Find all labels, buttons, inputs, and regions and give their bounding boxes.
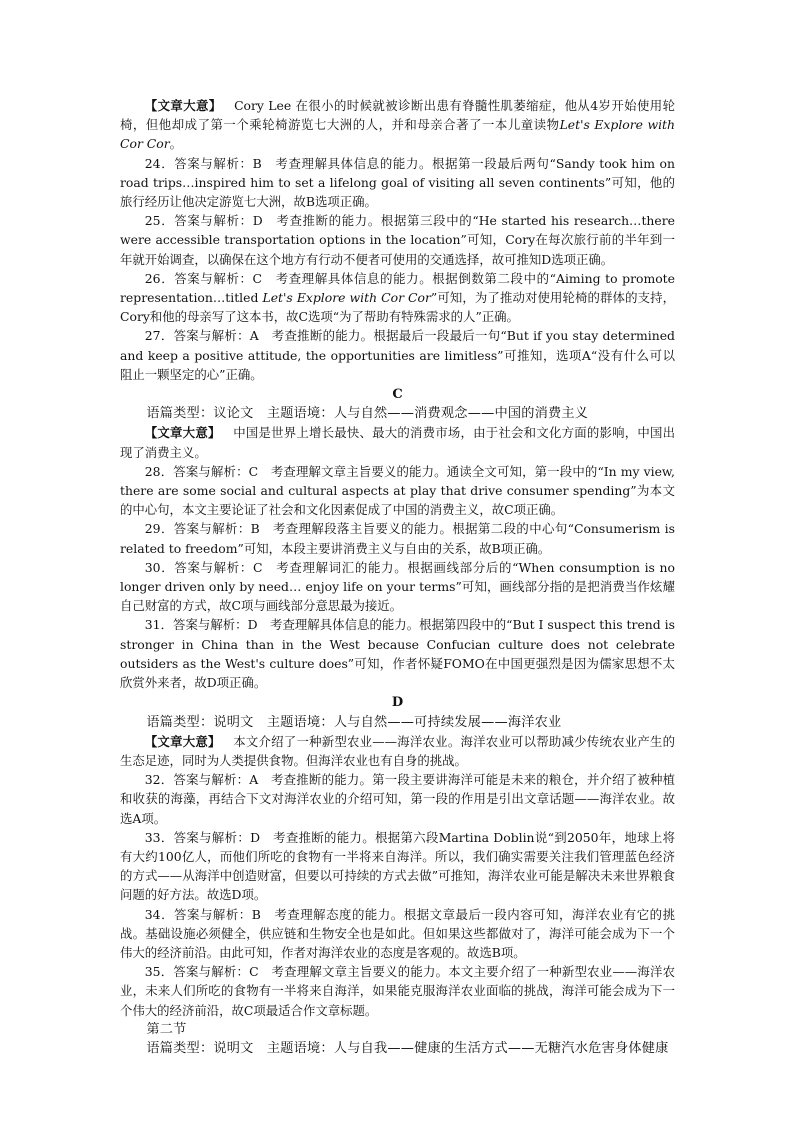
summary-text: 中国是世界上增长最快、最大的消费市场，由于社会和文化方面的影响，中国出现了消费主义。: [120, 425, 676, 460]
answer-26-title: Let's Explore with Cor Cor: [262, 290, 431, 306]
section-c-heading: C: [392, 387, 403, 403]
answer-28: 28．答案与解析：C 考查理解文章主旨要义的能力。通读全文可知，第一段中的“In my view, there are some social and cultural aspects at play that drive consumer spending”为本文的中心句，本文主要论证了社会和文化因素促成了中国的消费主义，故C项正确。: [120, 463, 675, 518]
answer-26-text-end: ”可知，为了推动对使用轮椅的群体的支持，Cory和他的母亲写了这本书，故C选项“为了帮助有特殊需求的人”正确。: [120, 290, 675, 325]
answer-25: 25．答案与解析：D 考查推断的能力。根据第三段中的“He started his research…there were accessible transportation options in the location”可知，Cory在每次旅行前的半年到一年就开始调查，以确保在这个地方有行动不便者可使用的交通选择，故可推知D选项正确。: [120, 213, 675, 267]
answer-26: [120, 269, 675, 327]
answer-35: 35．答案与解析：C 考查理解文章主旨要义的能力。本文主要介绍了一种新型农业——海洋农业，未来人们所吃的食物有一半将来自海洋，如果能克服海洋农业面临的挑战，海洋可能会成为下一个伟大的经济前沿，故C项最适合作文章标题。: [120, 964, 675, 1018]
book-title: Let's Explore with Cor Cor: [120, 117, 676, 152]
section-d-summary: [120, 732, 675, 770]
answer-33: 33．答案与解析：D 考查推断的能力。根据第六段Martina Doblin说“到2050年，地球上将有大约100亿人，而他们所吃的食物有一半将来自海洋。所以，我们确实需要关注我们管理蓝色经济的方式——从海洋中创造财富，但要以可持续的方式去做”可推知，海洋农业可能是解决未来世界粮食问题的好方法。故选D项。: [120, 829, 675, 903]
answer-27: 27．答案与解析：A 考查推断的能力。根据最后一段最后一句“But if you stay determined and keep a positive attitude, the opportunities are limitless”可推知，选项A“没有什么可以阻止一颗坚定的心”正确。: [120, 328, 675, 382]
summary-text: 本文介绍了一种新型农业——海洋农业。海洋农业可以帮助减少传统农业产生的生态足迹，同时为人类提供食物。但海洋农业也有自身的挑战。: [120, 733, 676, 768]
summary-text: Cory Lee 在很小的时候就被诊断出患有脊髓性肌萎缩症，他从4岁开始使用轮椅，但他却成了第一个乘轮椅游览七大洲的人，并和母亲合著了一本儿童读物: [120, 98, 675, 133]
section-d-genre: 语篇类型：说明文 主题语境：人与自然——可持续发展——海洋农业: [146, 714, 562, 730]
answer-24: 24．答案与解析：B 考查理解具体信息的能力。根据第一段最后两句“Sandy took him on road trips…inspired him to set a lifelong goal of visiting all seven continents”可知，他的旅行经历让他决定游览七大洲，故B选项正确。: [120, 155, 675, 210]
answer-26-text: 26．答案与解析：C 考查理解具体信息的能力。根据倒数第二段中的“Aiming to promote representation…titled: [120, 270, 675, 306]
answer-32: 32．答案与解析：A 考查推断的能力。第一段主要讲海洋可能是未来的粮仓，并介绍了被种植和收获的海藻，再结合下文对海洋农业的介绍可知，第一段的作用是引出文章话题——海洋农业。故选A项。: [120, 772, 675, 826]
part-2-genre: 语篇类型：说明文 主题语境：人与自我——健康的生活方式——无糖汽水危害身体健康: [146, 1040, 669, 1056]
section-c-genre: 语篇类型：议论文 主题语境：人与自然——消费观念——中国的消费主义: [146, 406, 589, 422]
answer-31: 31．答案与解析：D 考查理解具体信息的能力。根据第四段中的“But I suspect this trend is stronger in China than in the West because Confucian culture does not celebrate outsiders as the West's culture does”可知，作者怀疑FOMO在中国更强烈是因为儒家思想不太欣赏外来者，故D项正确。: [120, 617, 675, 691]
part-2-heading: 第二节: [146, 1021, 187, 1037]
summary-label: 【文章大意】: [144, 425, 221, 441]
answer-key-page: [120, 96, 675, 1058]
summary-label: 【文章大意】: [144, 98, 222, 113]
answer-34: 34．答案与解析：B 考查理解态度的能力。根据文章最后一段内容可知，海洋农业有它的挑战。基础设施必须健全，供应链和生物安全也是如此。但如果这些都做对了，海洋可能会成为下一个伟大的经济前沿。由此可知，作者对海洋农业的态度是客观的。故选B项。: [120, 906, 675, 960]
summary-text-end: 。: [169, 136, 183, 152]
section-c-summary: [120, 423, 675, 461]
section-d-heading: D: [391, 695, 404, 711]
answer-29: 29．答案与解析：B 考查理解段落主旨要义的能力。根据第二段的中心句“Consumerism is related to freedom”可知，本段主要讲消费主义与自由的关系，故B项正确。: [120, 521, 675, 556]
answer-30: 30．答案与解析：C 考查理解词汇的能力。根据画线部分后的“When consumption is no longer driven only by need… enjoy life on your terms”可知，画线部分指的是把消费当作炫耀自己财富的方式，故C项与画线部分意思最为接近。: [120, 559, 675, 614]
passage-b-summary: [120, 96, 675, 154]
summary-label: 【文章大意】: [144, 733, 221, 749]
